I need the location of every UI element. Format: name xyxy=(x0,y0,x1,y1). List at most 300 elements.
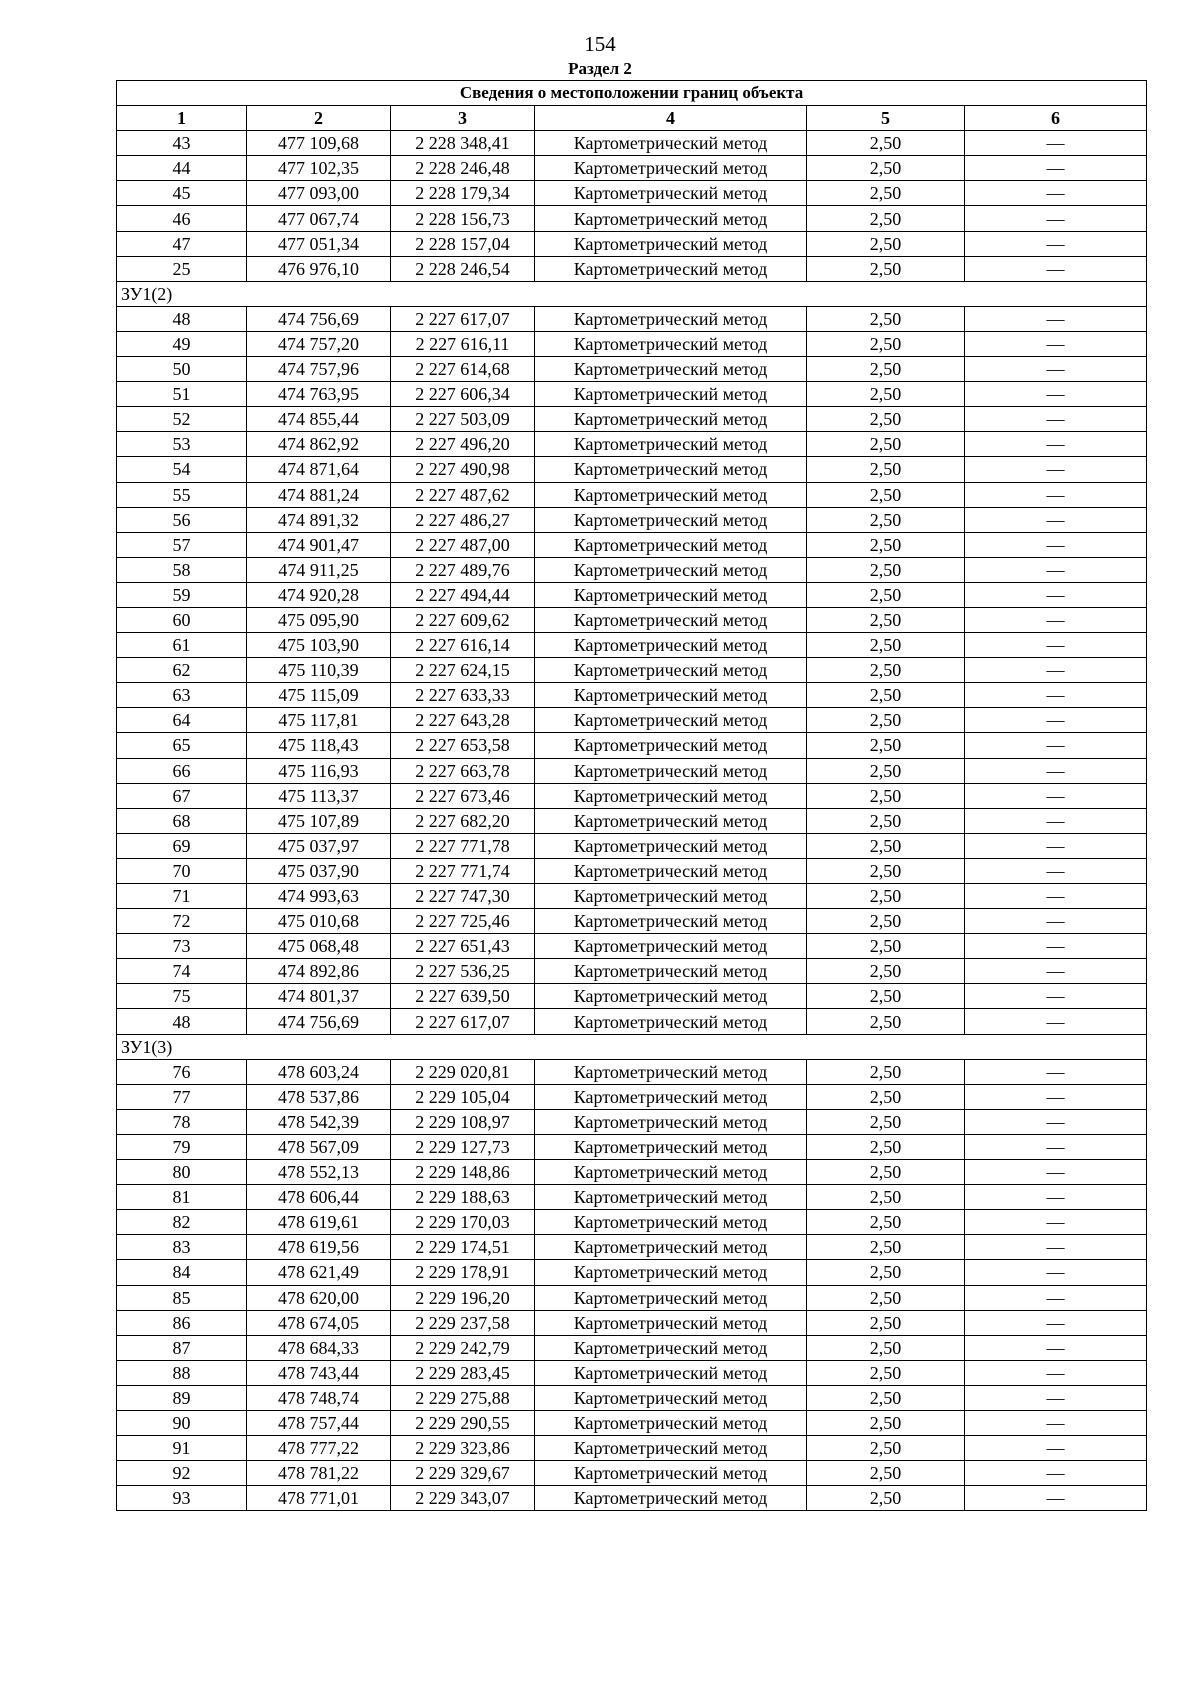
accuracy: 2,50 xyxy=(807,934,965,959)
coordinate-x: 475 117,81 xyxy=(247,708,391,733)
method: Картометрический метод xyxy=(535,231,807,256)
accuracy: 2,50 xyxy=(807,457,965,482)
method: Картометрический метод xyxy=(535,206,807,231)
coordinate-x: 474 757,96 xyxy=(247,357,391,382)
accuracy: 2,50 xyxy=(807,733,965,758)
coordinate-x: 478 567,09 xyxy=(247,1134,391,1159)
table-row xyxy=(117,783,1147,808)
coordinate-y: 2 227 653,58 xyxy=(391,733,535,758)
point-number: 72 xyxy=(117,909,247,934)
coordinate-y: 2 229 329,67 xyxy=(391,1461,535,1486)
method: Картометрический метод xyxy=(535,1410,807,1435)
table-row xyxy=(117,708,1147,733)
dash: — xyxy=(965,532,1147,557)
dash: — xyxy=(965,1160,1147,1185)
method: Картометрический метод xyxy=(535,1285,807,1310)
coordinate-y: 2 229 188,63 xyxy=(391,1185,535,1210)
method: Картометрический метод xyxy=(535,1210,807,1235)
coordinate-y: 2 227 614,68 xyxy=(391,357,535,382)
point-number: 45 xyxy=(117,181,247,206)
coordinate-y: 2 228 157,04 xyxy=(391,231,535,256)
accuracy: 2,50 xyxy=(807,909,965,934)
coordinate-x: 478 748,74 xyxy=(247,1385,391,1410)
table-row xyxy=(117,1436,1147,1461)
coordinate-y: 2 227 536,25 xyxy=(391,959,535,984)
section-title: Раздел 2 xyxy=(568,59,632,78)
dash: — xyxy=(965,206,1147,231)
accuracy: 2,50 xyxy=(807,507,965,532)
column-number: 2 xyxy=(247,106,391,131)
point-number: 93 xyxy=(117,1486,247,1511)
table-row xyxy=(117,1009,1147,1034)
group-header-row xyxy=(117,1034,1147,1059)
accuracy: 2,50 xyxy=(807,1260,965,1285)
table-row xyxy=(117,1360,1147,1385)
coordinate-y: 2 227 487,62 xyxy=(391,482,535,507)
coordinate-y: 2 227 651,43 xyxy=(391,934,535,959)
point-number: 57 xyxy=(117,532,247,557)
method: Картометрический метод xyxy=(535,984,807,1009)
accuracy: 2,50 xyxy=(807,633,965,658)
table-row xyxy=(117,607,1147,632)
coordinate-x: 477 067,74 xyxy=(247,206,391,231)
coordinate-x: 474 891,32 xyxy=(247,507,391,532)
accuracy: 2,50 xyxy=(807,1235,965,1260)
accuracy: 2,50 xyxy=(807,206,965,231)
table-row xyxy=(117,156,1147,181)
point-number: 54 xyxy=(117,457,247,482)
method: Картометрический метод xyxy=(535,783,807,808)
dash: — xyxy=(965,1335,1147,1360)
point-number: 69 xyxy=(117,833,247,858)
table-row xyxy=(117,331,1147,356)
point-number: 48 xyxy=(117,306,247,331)
coordinate-x: 475 113,37 xyxy=(247,783,391,808)
accuracy: 2,50 xyxy=(807,1486,965,1511)
point-number: 75 xyxy=(117,984,247,1009)
table-row xyxy=(117,959,1147,984)
table-row xyxy=(117,1210,1147,1235)
coordinate-x: 477 093,00 xyxy=(247,181,391,206)
method: Картометрический метод xyxy=(535,808,807,833)
table-row xyxy=(117,733,1147,758)
method: Картометрический метод xyxy=(535,407,807,432)
table-row xyxy=(117,1335,1147,1360)
dash: — xyxy=(965,432,1147,457)
table-row xyxy=(117,181,1147,206)
table-body xyxy=(117,81,1147,1511)
coordinate-x: 474 756,69 xyxy=(247,306,391,331)
table-row xyxy=(117,1486,1147,1511)
dash: — xyxy=(965,156,1147,181)
point-number: 87 xyxy=(117,1335,247,1360)
point-number: 63 xyxy=(117,683,247,708)
dash: — xyxy=(965,1084,1147,1109)
coordinate-x: 474 901,47 xyxy=(247,532,391,557)
coordinate-x: 476 976,10 xyxy=(247,256,391,281)
point-number: 84 xyxy=(117,1260,247,1285)
accuracy: 2,50 xyxy=(807,884,965,909)
table-row xyxy=(117,231,1147,256)
coordinate-y: 2 227 725,46 xyxy=(391,909,535,934)
dash: — xyxy=(965,858,1147,883)
table-row xyxy=(117,1461,1147,1486)
table-row xyxy=(117,858,1147,883)
accuracy: 2,50 xyxy=(807,156,965,181)
dash: — xyxy=(965,557,1147,582)
dash: — xyxy=(965,256,1147,281)
method: Картометрический метод xyxy=(535,582,807,607)
accuracy: 2,50 xyxy=(807,1436,965,1461)
dash: — xyxy=(965,1410,1147,1435)
coordinate-x: 478 743,44 xyxy=(247,1360,391,1385)
coordinate-y: 2 227 673,46 xyxy=(391,783,535,808)
method: Картометрический метод xyxy=(535,131,807,156)
point-number: 53 xyxy=(117,432,247,457)
point-number: 60 xyxy=(117,607,247,632)
coordinate-y: 2 229 105,04 xyxy=(391,1084,535,1109)
accuracy: 2,50 xyxy=(807,607,965,632)
dash: — xyxy=(965,482,1147,507)
coordinate-x: 475 037,90 xyxy=(247,858,391,883)
point-number: 76 xyxy=(117,1059,247,1084)
coordinate-x: 475 116,93 xyxy=(247,758,391,783)
dash: — xyxy=(965,1210,1147,1235)
method: Картометрический метод xyxy=(535,1185,807,1210)
coordinate-x: 478 757,44 xyxy=(247,1410,391,1435)
point-number: 50 xyxy=(117,357,247,382)
coordinate-x: 474 881,24 xyxy=(247,482,391,507)
table-row xyxy=(117,808,1147,833)
accuracy: 2,50 xyxy=(807,131,965,156)
method: Картометрический метод xyxy=(535,683,807,708)
dash: — xyxy=(965,457,1147,482)
coordinate-x: 478 620,00 xyxy=(247,1285,391,1310)
group-label: ЗУ1(3) xyxy=(117,1034,1147,1059)
point-number: 62 xyxy=(117,658,247,683)
point-number: 88 xyxy=(117,1360,247,1385)
coordinate-y: 2 227 503,09 xyxy=(391,407,535,432)
coordinate-y: 2 227 639,50 xyxy=(391,984,535,1009)
point-number: 82 xyxy=(117,1210,247,1235)
point-number: 79 xyxy=(117,1134,247,1159)
coordinate-y: 2 229 343,07 xyxy=(391,1486,535,1511)
table-row xyxy=(117,1059,1147,1084)
table-row xyxy=(117,1160,1147,1185)
coordinate-y: 2 227 616,11 xyxy=(391,331,535,356)
point-number: 49 xyxy=(117,331,247,356)
coordinate-x: 477 051,34 xyxy=(247,231,391,256)
point-number: 83 xyxy=(117,1235,247,1260)
accuracy: 2,50 xyxy=(807,808,965,833)
coordinate-y: 2 227 496,20 xyxy=(391,432,535,457)
method: Картометрический метод xyxy=(535,733,807,758)
table-row xyxy=(117,1109,1147,1134)
coordinate-y: 2 229 323,86 xyxy=(391,1436,535,1461)
point-number: 56 xyxy=(117,507,247,532)
coordinate-x: 475 110,39 xyxy=(247,658,391,683)
method: Картометрический метод xyxy=(535,357,807,382)
table-row xyxy=(117,658,1147,683)
coordinate-x: 474 862,92 xyxy=(247,432,391,457)
table-row xyxy=(117,532,1147,557)
coordinate-x: 478 542,39 xyxy=(247,1109,391,1134)
dash: — xyxy=(965,1310,1147,1335)
method: Картометрический метод xyxy=(535,934,807,959)
table-row xyxy=(117,1235,1147,1260)
table-row xyxy=(117,1260,1147,1285)
accuracy: 2,50 xyxy=(807,357,965,382)
point-number: 92 xyxy=(117,1461,247,1486)
coordinate-x: 474 855,44 xyxy=(247,407,391,432)
coordinate-y: 2 227 489,76 xyxy=(391,557,535,582)
point-number: 67 xyxy=(117,783,247,808)
accuracy: 2,50 xyxy=(807,683,965,708)
coordinate-y: 2 227 490,98 xyxy=(391,457,535,482)
coordinate-y: 2 227 486,27 xyxy=(391,507,535,532)
point-number: 48 xyxy=(117,1009,247,1034)
dash: — xyxy=(965,1185,1147,1210)
method: Картометрический метод xyxy=(535,833,807,858)
column-number: 6 xyxy=(965,106,1147,131)
point-number: 59 xyxy=(117,582,247,607)
accuracy: 2,50 xyxy=(807,331,965,356)
point-number: 58 xyxy=(117,557,247,582)
accuracy: 2,50 xyxy=(807,1461,965,1486)
coordinate-x: 474 911,25 xyxy=(247,557,391,582)
table-row xyxy=(117,1410,1147,1435)
accuracy: 2,50 xyxy=(807,1335,965,1360)
method: Картометрический метод xyxy=(535,532,807,557)
coordinate-y: 2 227 617,07 xyxy=(391,1009,535,1034)
point-number: 55 xyxy=(117,482,247,507)
point-number: 86 xyxy=(117,1310,247,1335)
table-title-row xyxy=(117,81,1147,106)
coordinate-y: 2 229 108,97 xyxy=(391,1109,535,1134)
coordinate-x: 478 781,22 xyxy=(247,1461,391,1486)
coordinate-y: 2 229 196,20 xyxy=(391,1285,535,1310)
accuracy: 2,50 xyxy=(807,1360,965,1385)
coordinate-y: 2 227 771,74 xyxy=(391,858,535,883)
accuracy: 2,50 xyxy=(807,758,965,783)
coordinate-y: 2 229 127,73 xyxy=(391,1134,535,1159)
accuracy: 2,50 xyxy=(807,382,965,407)
dash: — xyxy=(965,909,1147,934)
column-number: 3 xyxy=(391,106,535,131)
dash: — xyxy=(965,733,1147,758)
coordinate-x: 474 756,69 xyxy=(247,1009,391,1034)
point-number: 65 xyxy=(117,733,247,758)
accuracy: 2,50 xyxy=(807,833,965,858)
accuracy: 2,50 xyxy=(807,1109,965,1134)
coordinate-y: 2 229 148,86 xyxy=(391,1160,535,1185)
method: Картометрический метод xyxy=(535,884,807,909)
coordinate-y: 2 228 179,34 xyxy=(391,181,535,206)
accuracy: 2,50 xyxy=(807,181,965,206)
dash: — xyxy=(965,658,1147,683)
method: Картометрический метод xyxy=(535,858,807,883)
accuracy: 2,50 xyxy=(807,1134,965,1159)
accuracy: 2,50 xyxy=(807,708,965,733)
dash: — xyxy=(965,633,1147,658)
column-number: 5 xyxy=(807,106,965,131)
method: Картометрический метод xyxy=(535,256,807,281)
dash: — xyxy=(965,231,1147,256)
coordinate-y: 2 227 624,15 xyxy=(391,658,535,683)
coordinate-y: 2 227 663,78 xyxy=(391,758,535,783)
method: Картометрический метод xyxy=(535,1260,807,1285)
coordinate-y: 2 229 242,79 xyxy=(391,1335,535,1360)
accuracy: 2,50 xyxy=(807,959,965,984)
method: Картометрический метод xyxy=(535,1310,807,1335)
coordinate-x: 477 102,35 xyxy=(247,156,391,181)
dash: — xyxy=(965,1285,1147,1310)
table-row xyxy=(117,206,1147,231)
method: Картометрический метод xyxy=(535,1109,807,1134)
point-number: 64 xyxy=(117,708,247,733)
method: Картометрический метод xyxy=(535,507,807,532)
point-number: 46 xyxy=(117,206,247,231)
coordinate-x: 475 068,48 xyxy=(247,934,391,959)
coordinate-x: 475 115,09 xyxy=(247,683,391,708)
method: Картометрический метод xyxy=(535,482,807,507)
coordinate-y: 2 227 643,28 xyxy=(391,708,535,733)
method: Картометрический метод xyxy=(535,633,807,658)
coordinate-y: 2 229 290,55 xyxy=(391,1410,535,1435)
method: Картометрический метод xyxy=(535,959,807,984)
method: Картометрический метод xyxy=(535,1335,807,1360)
accuracy: 2,50 xyxy=(807,1210,965,1235)
dash: — xyxy=(965,959,1147,984)
accuracy: 2,50 xyxy=(807,783,965,808)
method: Картометрический метод xyxy=(535,1486,807,1511)
table-row xyxy=(117,131,1147,156)
coordinate-x: 478 619,56 xyxy=(247,1235,391,1260)
point-number: 70 xyxy=(117,858,247,883)
table-row xyxy=(117,432,1147,457)
accuracy: 2,50 xyxy=(807,1285,965,1310)
table-row xyxy=(117,1385,1147,1410)
table-row xyxy=(117,984,1147,1009)
point-number: 85 xyxy=(117,1285,247,1310)
accuracy: 2,50 xyxy=(807,1009,965,1034)
table-row xyxy=(117,1310,1147,1335)
table-row xyxy=(117,557,1147,582)
coordinate-y: 2 229 020,81 xyxy=(391,1059,535,1084)
dash: — xyxy=(965,708,1147,733)
table-row xyxy=(117,507,1147,532)
accuracy: 2,50 xyxy=(807,1059,965,1084)
coordinate-y: 2 227 616,14 xyxy=(391,633,535,658)
point-number: 68 xyxy=(117,808,247,833)
accuracy: 2,50 xyxy=(807,256,965,281)
table-row xyxy=(117,306,1147,331)
coordinate-y: 2 227 494,44 xyxy=(391,582,535,607)
dash: — xyxy=(965,884,1147,909)
dash: — xyxy=(965,1009,1147,1034)
coordinate-y: 2 229 237,58 xyxy=(391,1310,535,1335)
dash: — xyxy=(965,607,1147,632)
point-number: 47 xyxy=(117,231,247,256)
method: Картометрический метод xyxy=(535,1084,807,1109)
point-number: 81 xyxy=(117,1185,247,1210)
column-number-row xyxy=(117,106,1147,131)
accuracy: 2,50 xyxy=(807,557,965,582)
coordinate-x: 475 103,90 xyxy=(247,633,391,658)
table-row xyxy=(117,909,1147,934)
coordinate-x: 478 684,33 xyxy=(247,1335,391,1360)
coordinate-x: 474 871,64 xyxy=(247,457,391,482)
coordinate-y: 2 227 771,78 xyxy=(391,833,535,858)
coordinate-x: 474 993,63 xyxy=(247,884,391,909)
coordinate-y: 2 227 682,20 xyxy=(391,808,535,833)
group-header-row xyxy=(117,281,1147,306)
coordinate-x: 478 619,61 xyxy=(247,1210,391,1235)
point-number: 71 xyxy=(117,884,247,909)
table-row xyxy=(117,382,1147,407)
point-number: 80 xyxy=(117,1160,247,1185)
accuracy: 2,50 xyxy=(807,432,965,457)
coordinate-y: 2 228 156,73 xyxy=(391,206,535,231)
group-label: ЗУ1(2) xyxy=(117,281,1147,306)
method: Картометрический метод xyxy=(535,1009,807,1034)
method: Картометрический метод xyxy=(535,1235,807,1260)
coordinate-y: 2 227 609,62 xyxy=(391,607,535,632)
coordinate-y: 2 228 246,48 xyxy=(391,156,535,181)
dash: — xyxy=(965,1235,1147,1260)
dash: — xyxy=(965,758,1147,783)
method: Картометрический метод xyxy=(535,156,807,181)
coordinate-y: 2 227 606,34 xyxy=(391,382,535,407)
coordinate-x: 474 801,37 xyxy=(247,984,391,1009)
table-row xyxy=(117,457,1147,482)
dash: — xyxy=(965,1360,1147,1385)
accuracy: 2,50 xyxy=(807,231,965,256)
dash: — xyxy=(965,306,1147,331)
coordinate-y: 2 229 170,03 xyxy=(391,1210,535,1235)
accuracy: 2,50 xyxy=(807,984,965,1009)
dash: — xyxy=(965,984,1147,1009)
method: Картометрический метод xyxy=(535,1360,807,1385)
coordinate-y: 2 227 487,00 xyxy=(391,532,535,557)
dash: — xyxy=(965,181,1147,206)
coordinate-x: 474 920,28 xyxy=(247,582,391,607)
method: Картометрический метод xyxy=(535,909,807,934)
point-number: 51 xyxy=(117,382,247,407)
accuracy: 2,50 xyxy=(807,1310,965,1335)
point-number: 25 xyxy=(117,256,247,281)
method: Картометрический метод xyxy=(535,1160,807,1185)
method: Картометрический метод xyxy=(535,432,807,457)
method: Картометрический метод xyxy=(535,1134,807,1159)
table-row xyxy=(117,482,1147,507)
dash: — xyxy=(965,783,1147,808)
method: Картометрический метод xyxy=(535,708,807,733)
method: Картометрический метод xyxy=(535,382,807,407)
dash: — xyxy=(965,131,1147,156)
table-row xyxy=(117,934,1147,959)
page-number: 154 xyxy=(584,32,616,56)
table-row xyxy=(117,1084,1147,1109)
coordinate-x: 478 606,44 xyxy=(247,1185,391,1210)
coordinate-x: 475 107,89 xyxy=(247,808,391,833)
coordinate-x: 478 537,86 xyxy=(247,1084,391,1109)
coordinate-y: 2 229 174,51 xyxy=(391,1235,535,1260)
coordinate-x: 474 892,86 xyxy=(247,959,391,984)
coordinate-y: 2 228 246,54 xyxy=(391,256,535,281)
method: Картометрический метод xyxy=(535,758,807,783)
method: Картометрический метод xyxy=(535,607,807,632)
